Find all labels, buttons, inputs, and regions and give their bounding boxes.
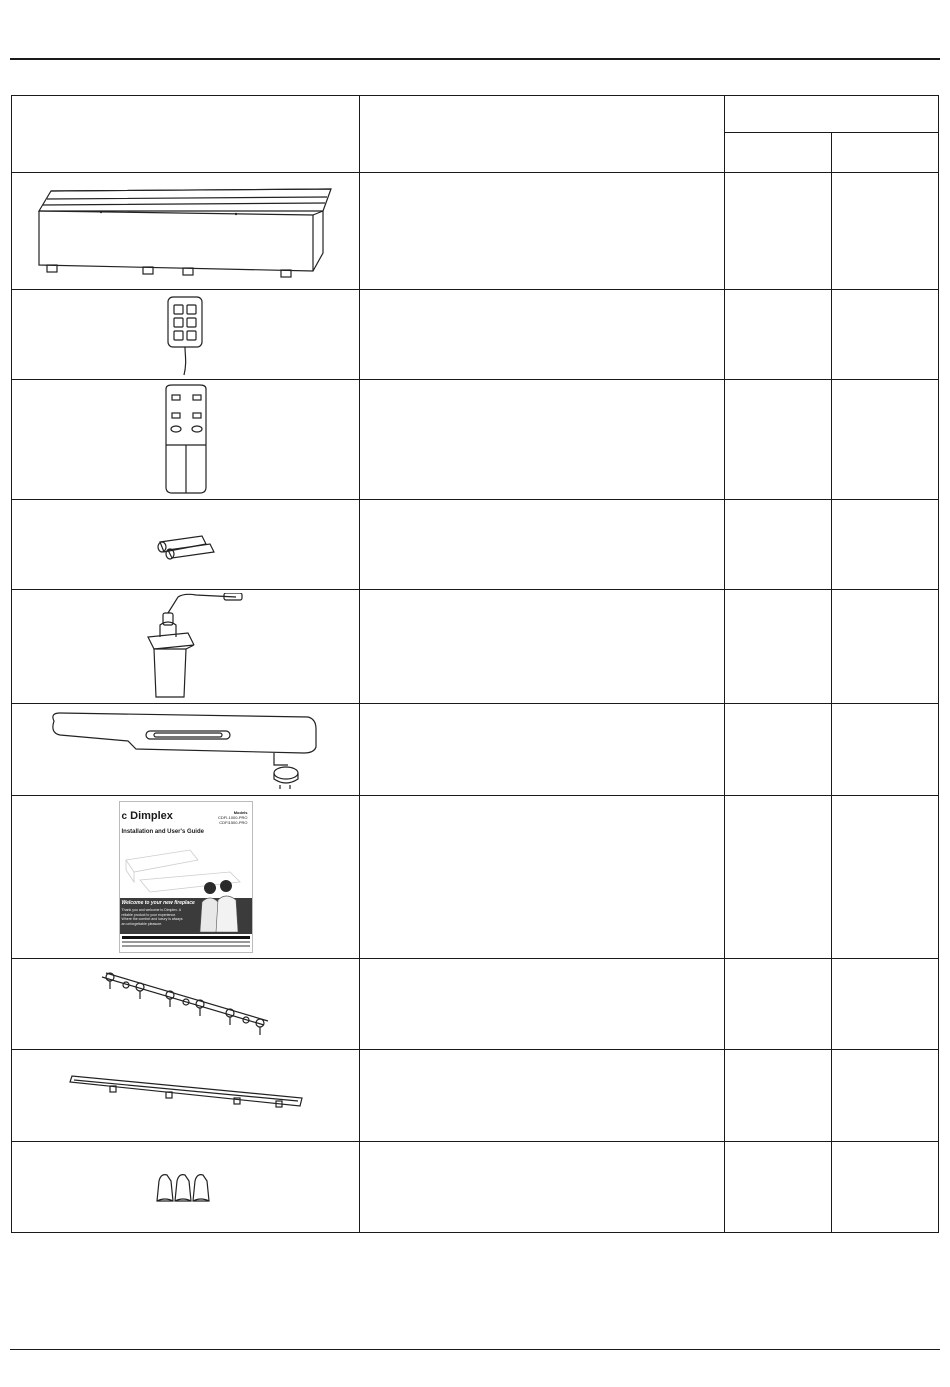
row-qty-b [832,959,939,1050]
row-illustration [12,500,360,590]
table-row [12,1050,939,1142]
row-qty-b [832,1050,939,1142]
manual-fine-print [122,941,250,947]
row-qty-b [832,173,939,290]
row-qty-a [725,380,832,500]
table-row [12,173,939,290]
row-qty-b [832,590,939,704]
support-bracket-icon [46,707,326,793]
row-description [360,704,725,796]
row-description [360,173,725,290]
manual-models: Models CDFI-1000-PRO CDFI1500-PRO [217,810,248,825]
row-qty-b [832,704,939,796]
top-rule [10,58,940,60]
row-qty-a [725,796,832,959]
row-description [360,590,725,704]
wall-control-panel-icon [156,293,216,377]
row-illustration [12,1050,360,1142]
header-quantity [725,96,939,133]
manual-brand: ϲ Dimplex [121,810,173,822]
row-qty-a [725,704,832,796]
header-qty-b [832,133,939,173]
row-illustration [12,590,360,704]
manual-title: Installation and User's Guide [121,829,204,835]
firebox-icon [31,181,341,281]
water-bottle-icon [126,593,246,701]
row-qty-a [725,173,832,290]
table-row [12,959,939,1050]
row-qty-b [832,500,939,590]
row-qty-a [725,590,832,704]
row-illustration [12,704,360,796]
row-qty-b [832,290,939,380]
row-illustration [12,290,360,380]
row-qty-b [832,1142,939,1233]
row-description [360,500,725,590]
row-qty-a [725,1142,832,1233]
table-row [12,500,939,590]
header-description [360,96,725,173]
remote-control-icon [156,383,216,497]
row-description [360,290,725,380]
row-illustration [12,1142,360,1233]
row-description [360,1142,725,1233]
row-qty-b [832,796,939,959]
table-row [12,704,939,796]
trim-strip-icon [66,1074,306,1118]
clips-icon [151,1167,221,1207]
row-description [360,959,725,1050]
row-qty-a [725,959,832,1050]
bottom-rule [10,1349,940,1350]
row-illustration [12,796,360,959]
log-rack-icon [96,969,276,1039]
row-illustration [12,959,360,1050]
header-qty-a [725,133,832,173]
table-header-row [12,96,939,133]
table-row [12,290,939,380]
row-qty-a [725,1050,832,1142]
row-description [360,380,725,500]
row-illustration [12,380,360,500]
table-row [12,796,939,959]
manual-register-strip [122,936,250,939]
row-qty-a [725,500,832,590]
table-row [12,590,939,704]
header-illustration [12,96,360,173]
couple-photo [190,876,246,932]
table-row [12,380,939,500]
row-description [360,1050,725,1142]
row-qty-b [832,380,939,500]
table-row [12,1142,939,1233]
manual-icon [119,801,253,953]
batteries-icon [154,530,218,560]
row-illustration [12,173,360,290]
parts-list-table [11,95,939,1233]
manual-banner: Welcome to your new fireplace Thank you and welcome to Dimplex. A reliable product to your experience. Where the comfort and luxury is always an unforgettable pleasure. [120,898,252,934]
row-qty-a [725,290,832,380]
row-description [360,796,725,959]
